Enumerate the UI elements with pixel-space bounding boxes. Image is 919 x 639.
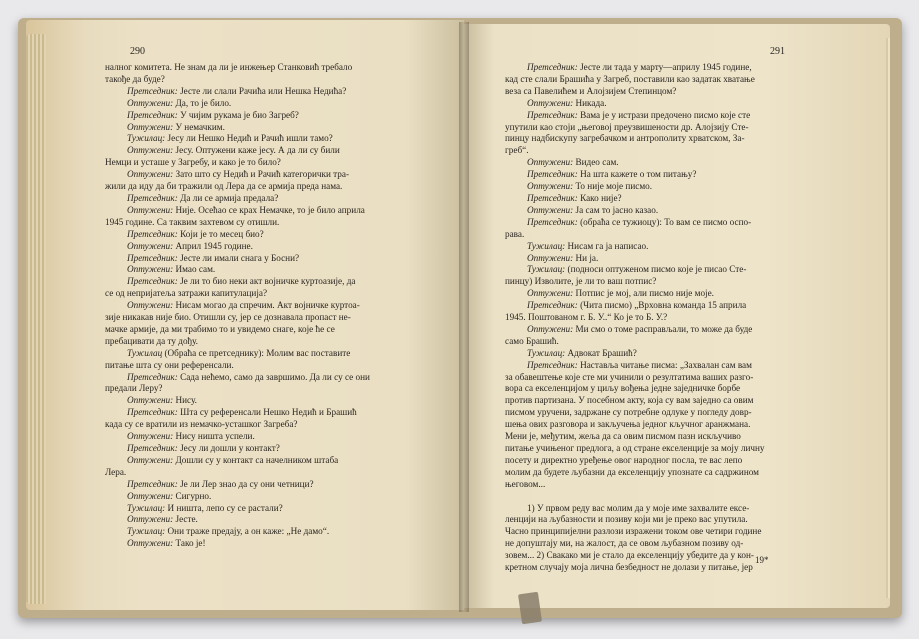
line-text: Јесте.	[173, 514, 198, 525]
line-text: само Брашић.	[505, 335, 559, 346]
line-text: Мени је, међутим, жеља да са овим писмом пазн искључиво	[505, 431, 741, 442]
line-text: предали Леру?	[105, 383, 163, 394]
line-text: греб“.	[505, 145, 529, 156]
speaker-label: Оптужени:	[127, 145, 174, 156]
text-line	[505, 86, 773, 98]
line-text: за обавештење које сте ми учинили о резултатима ваших разго-	[505, 371, 754, 382]
text-line	[105, 169, 420, 181]
line-text	[505, 491, 507, 501]
text-line	[505, 74, 773, 86]
line-text: Нисам могао да спречим. Акт војничке куртоа-	[173, 300, 360, 311]
text-line	[505, 419, 773, 431]
speaker-label: Оптужени:	[127, 514, 174, 525]
text-line	[105, 431, 420, 443]
line-text: рава.	[505, 228, 525, 239]
text-line	[505, 455, 773, 467]
text-line	[505, 276, 773, 288]
text-line	[505, 550, 773, 562]
line-text: кад сте слали Брашића у Загреб, поставили као задатак хватање	[505, 73, 755, 84]
line-text: упутили као стоји „његовој преузвишености др. Алојзију Сте-	[505, 121, 749, 132]
line-text: (подноси оптуженом писмо које је писао Сте-	[565, 264, 747, 275]
text-line	[505, 181, 773, 193]
speaker-label: Претседник:	[127, 276, 178, 287]
text-line	[505, 479, 773, 491]
text-line	[105, 217, 420, 229]
text-line	[505, 169, 773, 181]
line-text: Нису ништа успели.	[173, 431, 255, 442]
line-text: писмом уручени, задржане су потребне одлуке у погледу довр-	[505, 407, 752, 418]
line-text: Дошли су у контакт са начелником штаба	[173, 454, 339, 465]
line-text: пребацивати да ту дођу.	[105, 335, 198, 346]
speaker-label: Тужилац:	[127, 526, 166, 537]
speaker-label: Претседник:	[127, 109, 178, 120]
line-text: (Чита писмо) „Врховна команда 15 априла	[577, 300, 747, 311]
speaker-label: Оптужени:	[527, 204, 574, 215]
line-text: 1945 године. Са таквим захтевом су отишли.	[105, 216, 280, 227]
speaker-label: Оптужени:	[527, 97, 574, 108]
line-text: Тако је!	[173, 538, 206, 549]
text-line	[105, 300, 420, 312]
line-text: Наставља читање писма: „Захвалан сам вам	[577, 359, 752, 370]
line-text: се од непријатеља затражи капитулација?	[105, 288, 268, 299]
text-line	[105, 324, 420, 336]
line-text: Је ли Лер знао да су они четници?	[177, 478, 314, 489]
line-text: Јесу ли дошли у контакт?	[177, 443, 280, 453]
line-text: Немци и усташе у Загребу, и како је то било?	[105, 157, 281, 168]
speaker-label: Оптужени:	[127, 264, 174, 275]
line-text: Нисам га ја написао.	[565, 240, 649, 251]
text-line	[105, 467, 420, 479]
text-line	[505, 288, 773, 300]
text-line	[105, 62, 420, 74]
line-text: ленцији на љубазности и позиву који ми је преко вас упутила.	[505, 514, 748, 525]
text-line	[505, 383, 773, 395]
book-gutter	[459, 22, 469, 612]
text-line	[105, 443, 420, 455]
line-text: Јесу. Оптужени каже јесу. А да ли су били	[173, 145, 340, 156]
line-text: налног комитета. Не знам да ли је инжењер Станковић требало	[105, 62, 353, 72]
speaker-label: Претседник:	[527, 359, 578, 370]
text-line	[105, 122, 420, 134]
text-line	[105, 110, 420, 122]
text-line	[505, 360, 773, 372]
line-text: Нису.	[173, 395, 197, 406]
right-page-number: 291	[770, 46, 785, 57]
line-text: зије никакав није био. Отишли су, јер се дознавала пропаст не-	[105, 312, 351, 323]
line-text: шења ових разговора и закључења једног кључног аранжмана.	[505, 419, 751, 430]
text-line	[105, 98, 420, 110]
speaker-label: Претседник:	[527, 216, 578, 227]
line-text: У чијим рукама је био Загреб?	[177, 109, 299, 120]
line-text: посету и директно уређење овог народног посла, те вас лепо	[505, 454, 743, 465]
speaker-label: Претседник:	[127, 478, 178, 489]
speaker-label: Оптужени:	[127, 97, 174, 108]
text-line	[505, 62, 773, 74]
text-line	[105, 479, 420, 491]
right-page-text	[505, 62, 773, 574]
text-line	[105, 538, 420, 550]
text-line	[505, 336, 773, 348]
line-text: 1945. Поштованом г. Б. У..“ Ко је то Б. У.?	[505, 312, 668, 323]
text-line	[105, 145, 420, 157]
text-line	[105, 455, 420, 467]
text-line	[105, 348, 420, 360]
line-text: Јесу ли Нешко Недић и Рачић ишли тамо?	[165, 133, 333, 144]
text-line	[505, 253, 773, 265]
line-text: вора са екселенцијом у циљу вођења једне заједничке борбе	[505, 383, 741, 394]
line-text: Како није?	[577, 192, 622, 203]
text-line	[505, 431, 773, 443]
speaker-label: Претседник:	[127, 85, 178, 96]
text-line	[105, 372, 420, 384]
text-line	[505, 205, 773, 217]
text-line	[505, 98, 773, 110]
line-text: На шта кажете о том питању?	[577, 169, 697, 180]
text-line	[105, 205, 420, 217]
text-line	[505, 538, 773, 550]
text-line	[505, 526, 773, 538]
text-line	[505, 491, 773, 503]
line-text: Сада нећемо, само да завршимо. Да ли су се они	[177, 371, 370, 382]
text-line	[505, 324, 773, 336]
line-text: Никада.	[573, 97, 607, 108]
speaker-label: Претседник:	[127, 252, 178, 263]
text-line	[505, 514, 773, 526]
line-text: Адвокат Брашић?	[565, 347, 637, 358]
line-text: Сигурно.	[173, 490, 212, 501]
line-text: пинцу надбискупу загребачком и антрополиту хрватском, За-	[505, 133, 745, 144]
line-text: такође да буде?	[105, 73, 165, 84]
line-text: Они траже предају, а он каже: „Не дамо“.	[165, 526, 330, 537]
line-text: То није моје писмо.	[573, 181, 653, 192]
line-text: питање учињеног предлога, а од стране екселенције за моју личну	[505, 443, 765, 453]
speaker-label: Претседник:	[127, 228, 178, 239]
speaker-label: Претседник:	[527, 300, 578, 311]
speaker-label: Претседник:	[127, 371, 178, 382]
text-line	[105, 407, 420, 419]
line-text: Часно принципијелни разлози изражени током ове четири године	[505, 526, 762, 537]
left-page-number: 290	[130, 46, 145, 57]
text-line	[505, 217, 773, 229]
line-text: веза са Павелићем и Алојзијем Степинцом?	[505, 85, 677, 96]
line-text: молим да будете љубазни да екселенцију упознате са садржином	[505, 466, 759, 477]
signature-mark: 19*	[755, 555, 769, 565]
text-line	[105, 312, 420, 324]
text-line	[505, 264, 773, 276]
text-line	[505, 229, 773, 241]
speaker-label: Оптужени:	[127, 538, 174, 549]
text-line	[105, 491, 420, 503]
speaker-label: Оптужени:	[127, 121, 174, 132]
text-line	[105, 253, 420, 265]
text-line	[105, 229, 420, 241]
text-line	[105, 86, 420, 98]
speaker-label: Оптужени:	[127, 240, 174, 251]
line-text: Јесте ли слали Рачића или Нешка Недића?	[177, 85, 347, 96]
text-line	[505, 395, 773, 407]
text-line	[105, 241, 420, 253]
line-text: (обраћа се тужиоцу): То вам се писмо оспо-	[577, 216, 752, 227]
text-line	[105, 276, 420, 288]
text-line	[505, 312, 773, 324]
line-text: питање шта су они референсали.	[105, 359, 234, 370]
text-line	[105, 514, 420, 526]
speaker-label: Оптужени:	[127, 395, 174, 406]
line-text: кретном случају моја лична безбедност не долази у питање, јер	[505, 562, 753, 573]
line-text: његовом...	[505, 478, 546, 489]
line-text: зовем... 2) Свакако ми је стало да екселенцију убедите да у кон-	[505, 550, 754, 561]
left-page-text	[105, 62, 420, 550]
speaker-label: Оптужени:	[527, 252, 574, 263]
text-line	[105, 157, 420, 169]
text-line	[105, 288, 420, 300]
line-text: Имао сам.	[173, 264, 216, 275]
line-text: Јесте ли имали снага у Босни?	[177, 252, 300, 263]
text-line	[505, 157, 773, 169]
line-text: У немачким.	[173, 121, 225, 132]
right-page-edge	[886, 38, 890, 598]
text-line	[505, 300, 773, 312]
speaker-label: Претседник:	[527, 109, 578, 120]
line-text: Лера.	[105, 466, 127, 477]
speaker-label: Тужилац:	[527, 240, 566, 251]
text-line	[505, 193, 773, 205]
line-text: Април 1945 године.	[173, 240, 253, 251]
text-line	[105, 419, 420, 431]
speaker-label: Претседник:	[127, 407, 178, 418]
text-line	[105, 383, 420, 395]
line-text: Зато што су Недић и Рачић категорички тра-	[173, 169, 350, 180]
line-text: И ништа, лепо су се растали?	[165, 502, 283, 513]
line-text: Шта су референсали Нешко Недић и Брашић	[177, 407, 357, 418]
speaker-label: Оптужени:	[127, 490, 174, 501]
line-text: 1) У првом реду вас молим да у моје име захвалите ексе-	[527, 502, 750, 513]
text-line	[105, 336, 420, 348]
left-page-edge	[26, 34, 46, 604]
text-line	[105, 395, 420, 407]
line-text: пинцу) Изволите, је ли то ваш потпис?	[505, 276, 657, 287]
speaker-label: Претседник:	[527, 169, 578, 180]
line-text: када су се вратили из немачко-усташког Загреба?	[105, 419, 298, 430]
line-text: Је ли то био неки акт војничке куртоазије, да	[177, 276, 356, 287]
text-line	[105, 133, 420, 145]
text-line	[505, 241, 773, 253]
line-text: Да ли се армија предала?	[177, 192, 279, 203]
speaker-label: Претседник:	[527, 62, 578, 72]
line-text: (Обраћа се претседнику): Молим вас поставите	[162, 347, 351, 358]
speaker-label: Тужилац:	[127, 502, 166, 513]
bookmark-ribbon	[518, 592, 542, 624]
text-line	[505, 110, 773, 122]
line-text: Није. Осећао се крах Немачке, то је било априла	[173, 204, 365, 215]
text-line	[505, 145, 773, 157]
speaker-label: Оптужени:	[127, 431, 174, 442]
text-line	[105, 360, 420, 372]
speaker-label: Оптужени:	[127, 300, 174, 311]
speaker-label: Оптужени:	[527, 157, 574, 168]
speaker-label: Тужилац:	[127, 133, 166, 144]
line-text: Вама је у истрази предочено писмо које сте	[577, 109, 751, 120]
line-text: Ни ја.	[573, 252, 599, 263]
text-line	[505, 122, 773, 134]
line-text: Који је то месец био?	[177, 228, 264, 239]
speaker-label: Тужилац:	[527, 264, 566, 275]
text-line	[505, 372, 773, 384]
text-line	[105, 193, 420, 205]
text-line	[105, 526, 420, 538]
speaker-label: Оптужени:	[127, 204, 174, 215]
speaker-label: Оптужени:	[527, 288, 574, 299]
speaker-label: Претседник:	[527, 192, 578, 203]
text-line	[505, 133, 773, 145]
speaker-label: Тужилац:	[527, 347, 566, 358]
line-text: Ја сам то јасно казао.	[573, 204, 659, 215]
line-text: против партизана. У посебном акту, која су вам заједно са овим	[505, 395, 754, 406]
line-text: жили да иду да би тражили од Лера да се армија преда нама.	[105, 181, 343, 192]
text-line	[505, 443, 773, 455]
line-text: не допуштају ми, на жалост, да се овом љубазном позиву од-	[505, 538, 744, 549]
speaker-label: Претседник:	[127, 443, 178, 453]
line-text: Ми смо о томе расправљали, то може да буде	[573, 323, 753, 334]
speaker-label: Оптужени:	[527, 181, 574, 192]
text-line	[105, 264, 420, 276]
line-text: Потпис је мој, али писмо није моје.	[573, 288, 714, 299]
text-line	[105, 503, 420, 515]
text-line	[505, 407, 773, 419]
speaker-label: Оптужени:	[127, 169, 174, 180]
text-line	[505, 503, 773, 515]
text-line	[505, 562, 773, 574]
speaker-label: Претседник:	[127, 192, 178, 203]
speaker-label: Оптужени:	[127, 454, 174, 465]
line-text: Видео сам.	[573, 157, 619, 168]
speaker-label: Оптужени:	[527, 323, 574, 334]
text-line	[105, 74, 420, 86]
speaker-label: Тужилац	[127, 347, 163, 358]
text-line	[505, 348, 773, 360]
line-text: мачке армије, да ми трабимо то и увидемо снаге, које ће се	[105, 323, 335, 334]
line-text: Да, то је било.	[173, 97, 232, 108]
text-line	[105, 181, 420, 193]
line-text: Јесте ли тада у марту—априлу 1945 године,	[577, 62, 752, 72]
text-line	[505, 467, 773, 479]
